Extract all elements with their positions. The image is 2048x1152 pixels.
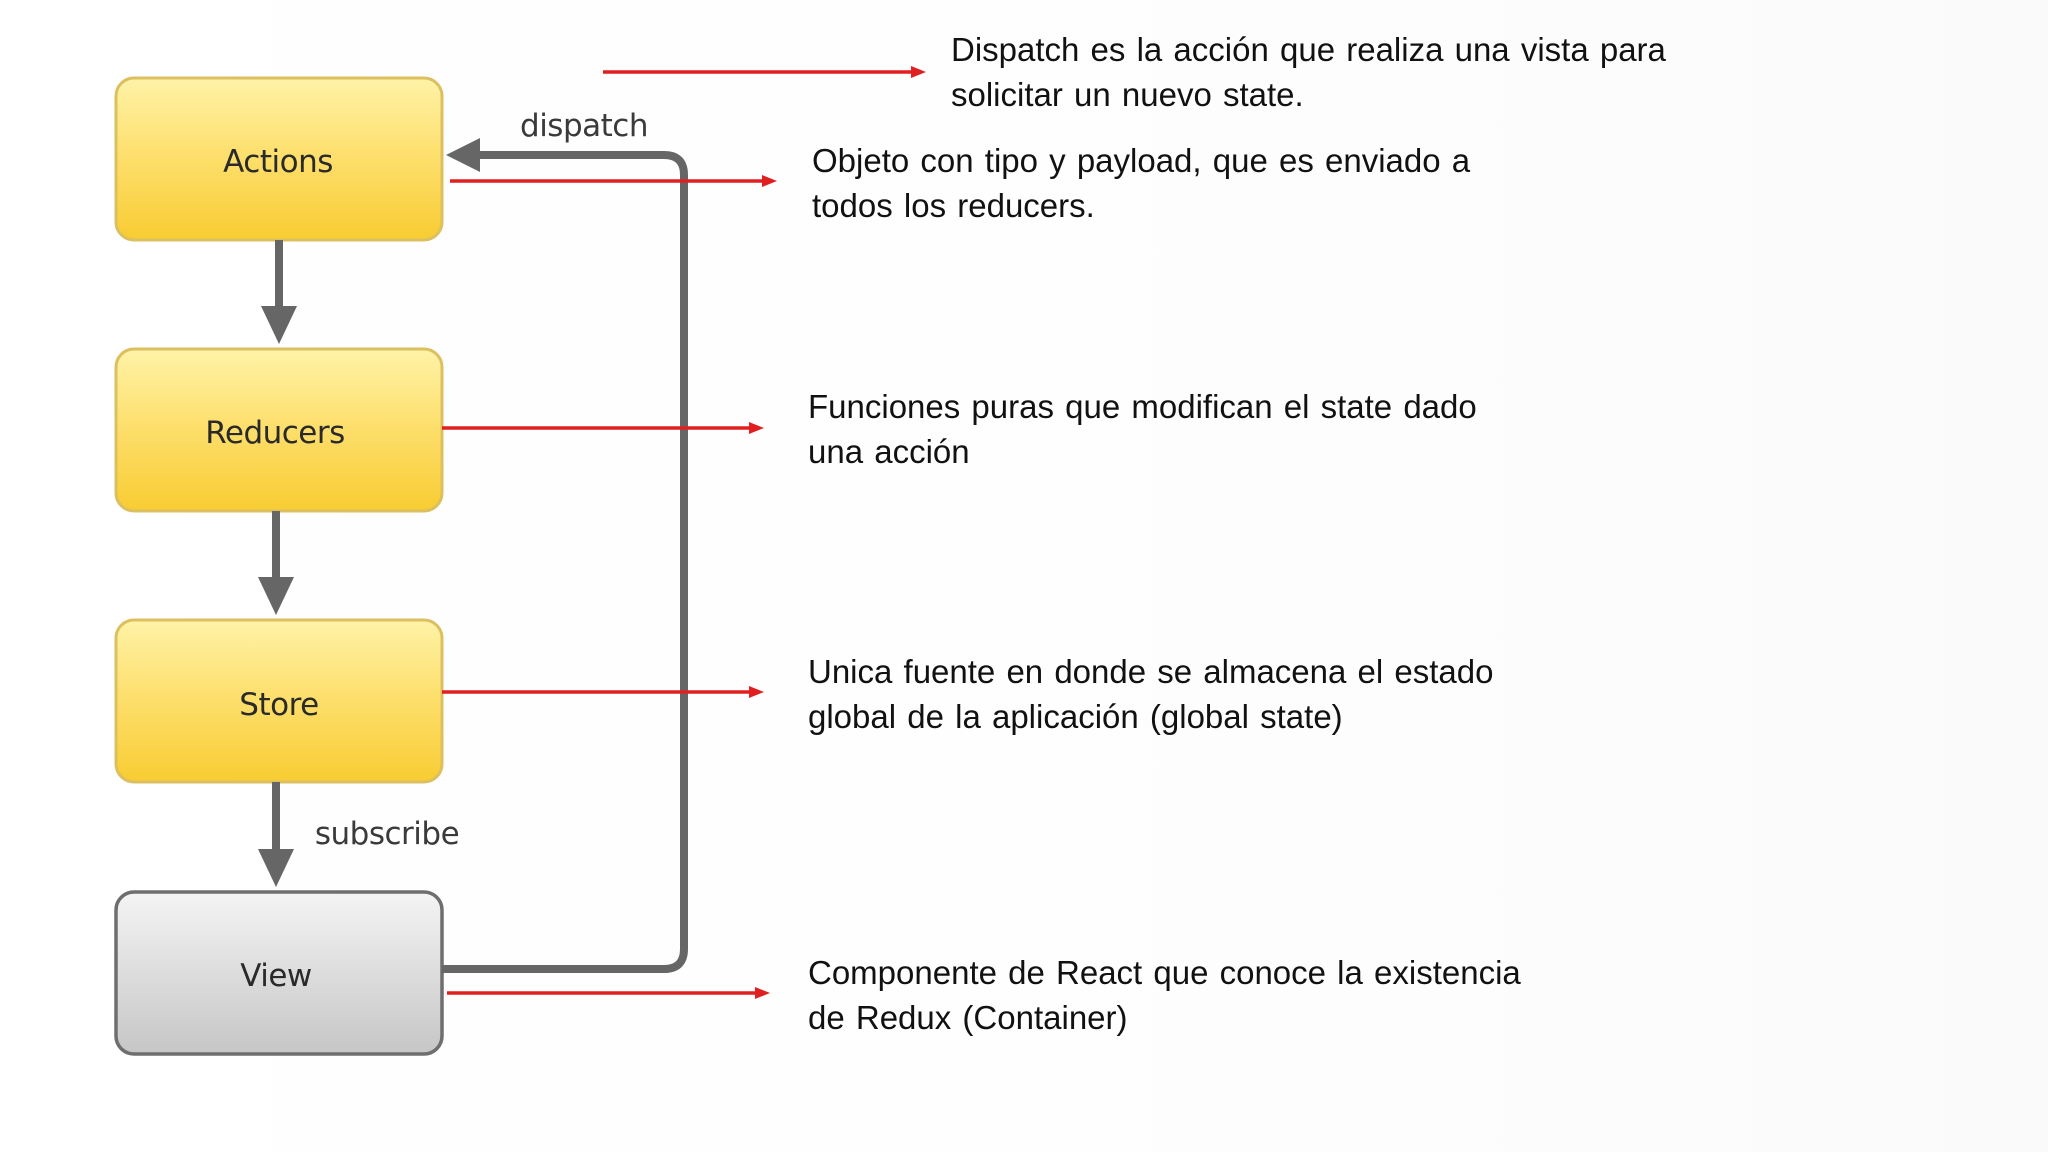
- description-dispatch: [951, 27, 1666, 117]
- description-store-line-1: Unica fuente en donde se almacena el estado: [808, 653, 1494, 690]
- description-actions-line-2: todos los reducers.: [812, 187, 1095, 224]
- description-store: [808, 649, 1493, 739]
- pointer-arrow-store: [442, 686, 764, 698]
- pointer-arrow-dispatch: [603, 66, 926, 78]
- node-reducers-label: Reducers: [205, 415, 345, 451]
- pointer-arrow-view: [447, 987, 770, 999]
- arrow-store-to-view: [258, 782, 294, 887]
- description-dispatch-line-1: Dispatch es la acción que realiza una vista para: [951, 31, 1666, 68]
- subscribe-label: subscribe: [314, 816, 460, 852]
- description-dispatch-line-2: solicitar un nuevo state.: [951, 76, 1304, 113]
- pointer-arrow-reducers: [442, 422, 764, 434]
- description-view: [808, 950, 1521, 1040]
- node-store-label: Store: [239, 687, 319, 723]
- description-view-line-2: de Redux (Container): [808, 999, 1128, 1036]
- node-view-label: View: [240, 958, 312, 994]
- arrow-dispatch-loop: [442, 138, 684, 969]
- description-reducers: [808, 384, 1477, 474]
- description-actions: [812, 138, 1470, 228]
- node-reducers: [116, 349, 442, 511]
- description-view-line-1: Componente de React que conoce la existencia: [808, 954, 1521, 991]
- node-store: [116, 620, 442, 782]
- node-actions-label: Actions: [223, 144, 333, 180]
- description-actions-line-1: Objeto con tipo y payload, que es enviado a: [812, 142, 1471, 179]
- node-actions: [116, 78, 442, 240]
- dispatch-label: dispatch: [520, 108, 648, 144]
- pointer-arrow-actions: [450, 175, 777, 187]
- node-view: [116, 892, 442, 1054]
- arrow-actions-to-reducers: [261, 240, 297, 344]
- description-store-line-2: global de la aplicación (global state): [808, 698, 1343, 735]
- description-reducers-line-2: una acción: [808, 433, 970, 470]
- description-reducers-line-1: Funciones puras que modifican el state dado: [808, 388, 1477, 425]
- arrow-reducers-to-store: [258, 511, 294, 615]
